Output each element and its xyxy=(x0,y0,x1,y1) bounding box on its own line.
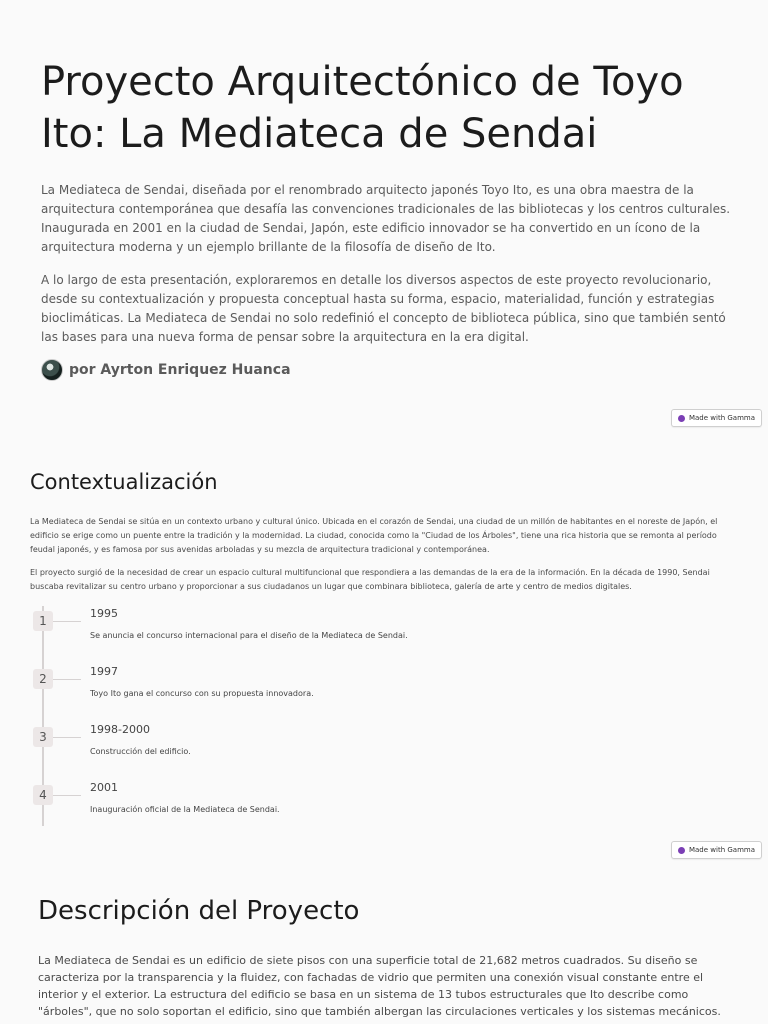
timeline-connector xyxy=(53,737,81,738)
gamma-logo-icon xyxy=(678,415,685,422)
timeline-item xyxy=(33,723,733,779)
context-paragraph-1: La Mediateca de Sendai se sitúa en un contexto urbano y cultural único. Ubicada en el corazón de Sendai, una ciudad de un millón de habitantes en el noreste de Japón, el edificio se erige como un puente entre la tradición y la modernidad. La ciudad, conocida como la "Ciudad de los Árboles", tiene una rica historia que se remonta al período feudal japonés, y es famosa por sus avenidas arboladas y su mezcla de arquitectura tradicional y contemporánea. xyxy=(30,517,718,554)
section-title-context: Contextualización xyxy=(30,470,218,494)
timeline-year: 1998-2000 xyxy=(90,723,150,736)
page-title: Proyecto Arquitectónico de Toyo Ito: La Mediateca de Sendai xyxy=(41,59,684,157)
timeline-step-number: 3 xyxy=(33,727,53,747)
intro-paragraph-2: A lo largo de esta presentación, exploraremos en detalle los diversos aspectos de este proyecto revolucionario, desde su contextualización y propuesta conceptual hasta su forma, espacio, materialidad, función y estrategias bioclimáticas. La Mediateca de Sendai no solo redefinió el concepto de biblioteca pública, sino que también sentó las bases para una nueva forma de pensar sobre la arquitectura en la era digital. xyxy=(41,273,726,344)
author-name: por Ayrton Enriquez Huanca xyxy=(69,362,291,378)
timeline-step-number: 4 xyxy=(33,785,53,805)
intro-paragraph-1: La Mediateca de Sendai, diseñada por el renombrado arquitecto japonés Toyo Ito, es una obra maestra de la arquitectura contemporánea que desafía las convenciones tradicionales de las bibliotecas y los centros culturales. Inaugurada en 2001 en la ciudad de Sendai, Japón, este edificio innovador se ha convertido en un ícono de la arquitectura moderna y un ejemplo brillante de la filosofía de diseño de Ito. xyxy=(41,183,731,254)
timeline-item xyxy=(33,665,733,721)
timeline-item xyxy=(33,607,733,663)
timeline-item xyxy=(33,781,733,837)
gamma-logo-icon xyxy=(678,847,685,854)
timeline-description: Inauguración oficial de la Mediateca de Sendai. xyxy=(90,805,280,814)
timeline-year: 1997 xyxy=(90,665,118,678)
timeline-step-number: 1 xyxy=(33,611,53,631)
context-paragraph-2: El proyecto surgió de la necesidad de crear un espacio cultural multifuncional que respondiera a las demandas de la era de la información. En la década de 1990, Sendai buscaba revitalizar su centro urbano y proporcionar a sus ciudadanos un lugar que combinara biblioteca, galería de arte y centro de medios digitales. xyxy=(30,568,710,591)
timeline-year: 1995 xyxy=(90,607,118,620)
description-paragraph-1: La Mediateca de Sendai es un edificio de siete pisos con una superficie total de 21,682 metros cuadrados. Su diseño se caracteriza por la transparencia y la fluidez, con fachadas de vidrio que permiten una conexión visual constante entre el interior y el exterior. La estructura del edificio se basa en un sistema de 13 tubos estructurales que Ito describe como "árboles", que no solo soportan el edificio, sino que también albergan las circulaciones verticales y los sistemas mecánicos. xyxy=(38,954,721,1018)
timeline-connector xyxy=(53,795,81,796)
made-with-gamma-button[interactable] xyxy=(671,841,762,859)
author-byline xyxy=(41,359,291,381)
made-with-gamma-label: Made with Gamma xyxy=(688,414,755,422)
timeline-year: 2001 xyxy=(90,781,118,794)
timeline-step-number: 2 xyxy=(33,669,53,689)
made-with-gamma-label: Made with Gamma xyxy=(688,846,755,854)
timeline-description: Construcción del edificio. xyxy=(90,747,191,756)
made-with-gamma-button[interactable] xyxy=(671,409,762,427)
timeline-description: Toyo Ito gana el concurso con su propuesta innovadora. xyxy=(90,689,314,698)
timeline-connector xyxy=(53,621,81,622)
timeline-description: Se anuncia el concurso internacional para el diseño de la Mediateca de Sendai. xyxy=(90,631,408,640)
avatar xyxy=(41,359,63,381)
timeline-connector xyxy=(53,679,81,680)
section-title-description: Descripción del Proyecto xyxy=(38,896,360,926)
